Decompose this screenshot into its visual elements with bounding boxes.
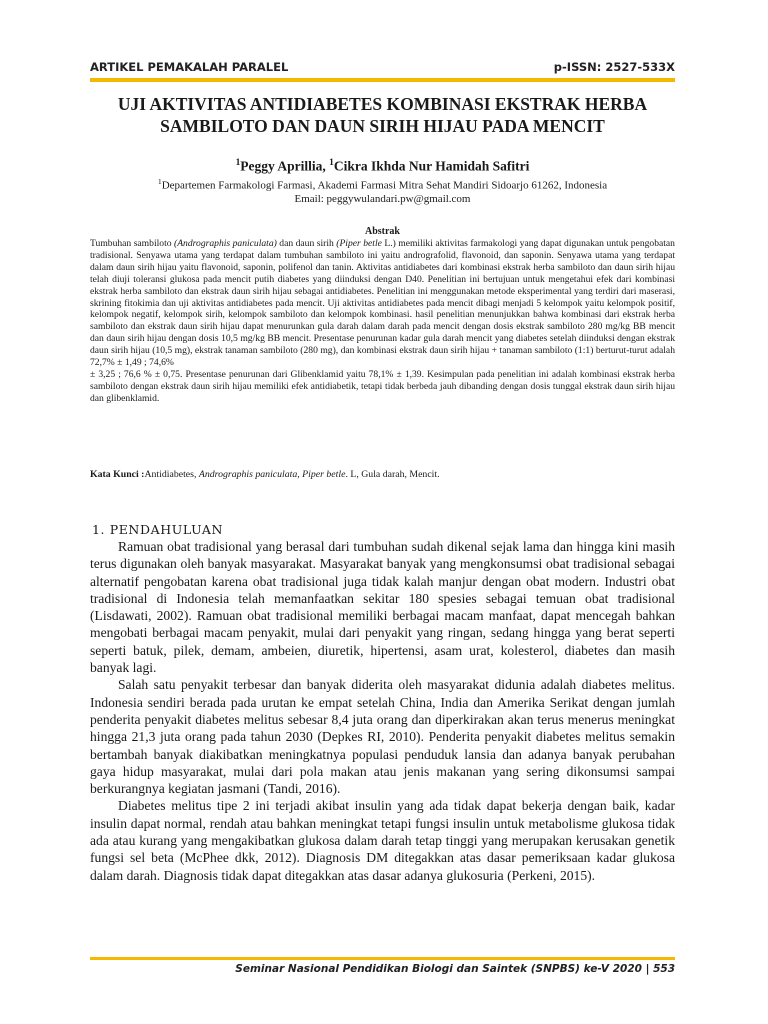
keywords — [90, 469, 675, 480]
abstract-body — [90, 238, 675, 405]
affiliation-text: Departemen Farmakologi Farmasi, Akademi Farmasi Mitra Sehat Mandiri Sidoarjo 61262, Indonesia — [161, 179, 608, 192]
author-sup-2: 1 — [329, 158, 334, 168]
section-heading: 1. PENDAHULUAN — [92, 522, 223, 537]
keyword: Antidiabetes, — [144, 469, 199, 480]
keyword-latin: Andrographis paniculata, Piper betle — [198, 469, 346, 480]
paper-title: UJI AKTIVITAS ANTIDIABETES KOMBINASI EKSTRAK HERBA SAMBILOTO DAN DAUN SIRIH HIJAU PADA MENCIT — [117, 94, 648, 136]
latin-name: (Piper betle — [336, 238, 382, 249]
body-text — [90, 538, 675, 884]
body-paragraph: Salah satu penyakit terbesar dan banyak diderita oleh masyarakat didunia adalah diabetes melitus. Indonesia sendiri berada pada urutan ke empat setelah China, India dan Amerika Serikat dengan jumlah penderita penyakit diabetes melitus sebesar 8,4 juta orang dan diperkirakan akan terus menerus meningkat hingga 21,3 juta orang pada tahun 2030 (Depkes RI, 2010). Penderita penyakit diabetes melitus semakin bertambah banyak diakibatkan meningkatnya populasi penduduk lansia dan adanya banyak perubahan gaya hidup masyarakat, mulai dari pola makan atau jenis makanan yang sering dikonsumsi sampai berkurangnya kegiatan jasmani (Tandi, 2016). — [90, 677, 675, 797]
latin-name: (Andrographis paniculata) — [174, 238, 277, 249]
abstract-paragraph-1 — [90, 238, 675, 369]
author-list — [90, 158, 675, 175]
running-header — [90, 60, 675, 74]
author-1: Peggy Aprillia, — [240, 158, 330, 174]
affiliation-sup: 1 — [157, 177, 162, 186]
running-footer: Seminar Nasional Pendidikan Biologi dan Saintek (SNPBS) ke-V 2020 | 553 — [235, 963, 675, 975]
author-2: Cikra Ikhda Nur Hamidah Safitri — [333, 158, 530, 174]
header-section-label: ARTIKEL PEMAKALAH PARALEL — [90, 60, 289, 74]
keywords-label: Kata Kunci : — [90, 469, 145, 480]
header-issn: p-ISSN: 2527-533X — [553, 60, 675, 74]
affiliation — [90, 175, 675, 206]
body-paragraph: Ramuan obat tradisional yang berasal dari tumbuhan sudah dikenal sejak lama dan hingga kini masih terus digunakan oleh banyak masyarakat. Masyarakat banyak yang mengkonsumsi obat tradisional sebagai alternatif pengobatan karena obat tradisional juga tidak kalah manjur dengan obat modern. Industri obat tradisional di Indonesia telah memanfaatkan sekitar 180 spesies sebagai temuan obat tradisional (Lisdawati, 2002). Ramuan obat tradisional memiliki berbagai macam manfaat, dapat mencegah bahkan mengobati berbagai macam penyakit, mulai dari penyakit yang ringan, sedang hingga yang berat seperti seperti batuk, pilek, demam, ambeien, diuretik, hipertensi, asam urat, kolesterol, diabetes dan masih banyak lagi. — [90, 539, 675, 676]
abstract-text: L.) memiliki aktivitas farmakologi yang dapat digunakan untuk pengobatan tradisional. Senyawa utama yang terdapat dalam tumbuhan sambiloto ini yaitu andrografolid, flavonoid, dan saponin. Senyawa utama yang terdapat dalam daun sirih hijau yaitu flavonoid, saponin, polifenol dan tanin. Aktivitas antidiabetes dari kombinasi ekstrak herba sambiloto dan daun sirih hijau telah diuji toleransi glukosa pada mencit putih diabetes yang diinduksi dengan D40. Penelitian ini bertujuan untuk mengetahui efek dari kombinasi ekstrak herba sambiloto dan ekstrak daun sirih hijau sebagai antidiabetes. Penelitian ini menggunakan metode eksperimental yang terdiri dari maserasi, skrining fitokimia dan uji aktivitas antidiabetes pada mencit. Uji aktivitas antidiabetes pada mencit dibagi menjadi 5 kelompok yaitu kelompok positif, kelompok negatif, kelompok sirih, kelompok sambiloto dan kelompok kombinasi. hasil penelitian menunjukkan bahwa kombinasi dari ekstrak herba sambiloto dan ekstrak daun sirih hijau dapat menurunkan gula darah dalam darah pada mencit dengan dosis ekstrak sambiloto 280 mg/kg BB mencit dan daun sirih hijau dengan dosis 10,5 mg/kg BB mencit. Presentase penurunan kadar gula darah mencit yang diabetes setelah diinduksi dengan ekstrak daun sirih hijau (10,5 mg), ekstrak tanaman sambiloto (280 mg), dan kombinasi ekstrak daun sirih hijau + tanaman sambiloto (1:1) berturut-turut adalah 72,7% ± 1,49 ; 74,6% — [90, 238, 675, 369]
footer-rule — [90, 957, 675, 960]
abstract-text: Tumbuhan sambiloto — [90, 238, 174, 249]
abstract-heading: Abstrak — [364, 226, 400, 237]
author-email: Email: peggywulandari.pw@gmail.com — [294, 192, 471, 205]
header-rule — [90, 78, 675, 82]
keyword: . L, Gula darah, Mencit. — [345, 469, 440, 480]
abstract-text: dan daun sirih — [276, 238, 337, 249]
author-sup: 1 — [235, 158, 241, 168]
abstract-paragraph-2: ± 3,25 ; 76,6 % ± 0,75. Presentase penurunan dari Glibenklamid yaitu 78,1% ± 1,39. Kesimpulan pada penelitian ini adalah kombinasi ekstrak herba sambiloto dengan ekstrak daun sirih hijau memiliki efek antidiabetik, tetapi tidak berbeda jauh dibanding dengan dosis tunggal ekstrak daun sirih hijau dan glibenklamid. — [90, 368, 675, 404]
body-paragraph: Diabetes melitus tipe 2 ini terjadi akibat insulin yang ada tidak dapat bekerja dengan baik, kadar insulin dapat normal, rendah atau bahkan meningkat tetapi fungsi insulin untuk metabolisme glukosa tidak ada atau kurang yang mengakibatkan glukosa dalam darah tetap tinggi yang merupakan kerusakan genetik fungsi sel beta (McPhee dkk, 2012). Diagnosis DM ditegakkan atas dasar pemeriksaan kadar glukosa dalam darah. Diagnosis tidak dapat ditegakkan atas dasar adanya glukosuria (Perkeni, 2015). — [90, 798, 675, 883]
